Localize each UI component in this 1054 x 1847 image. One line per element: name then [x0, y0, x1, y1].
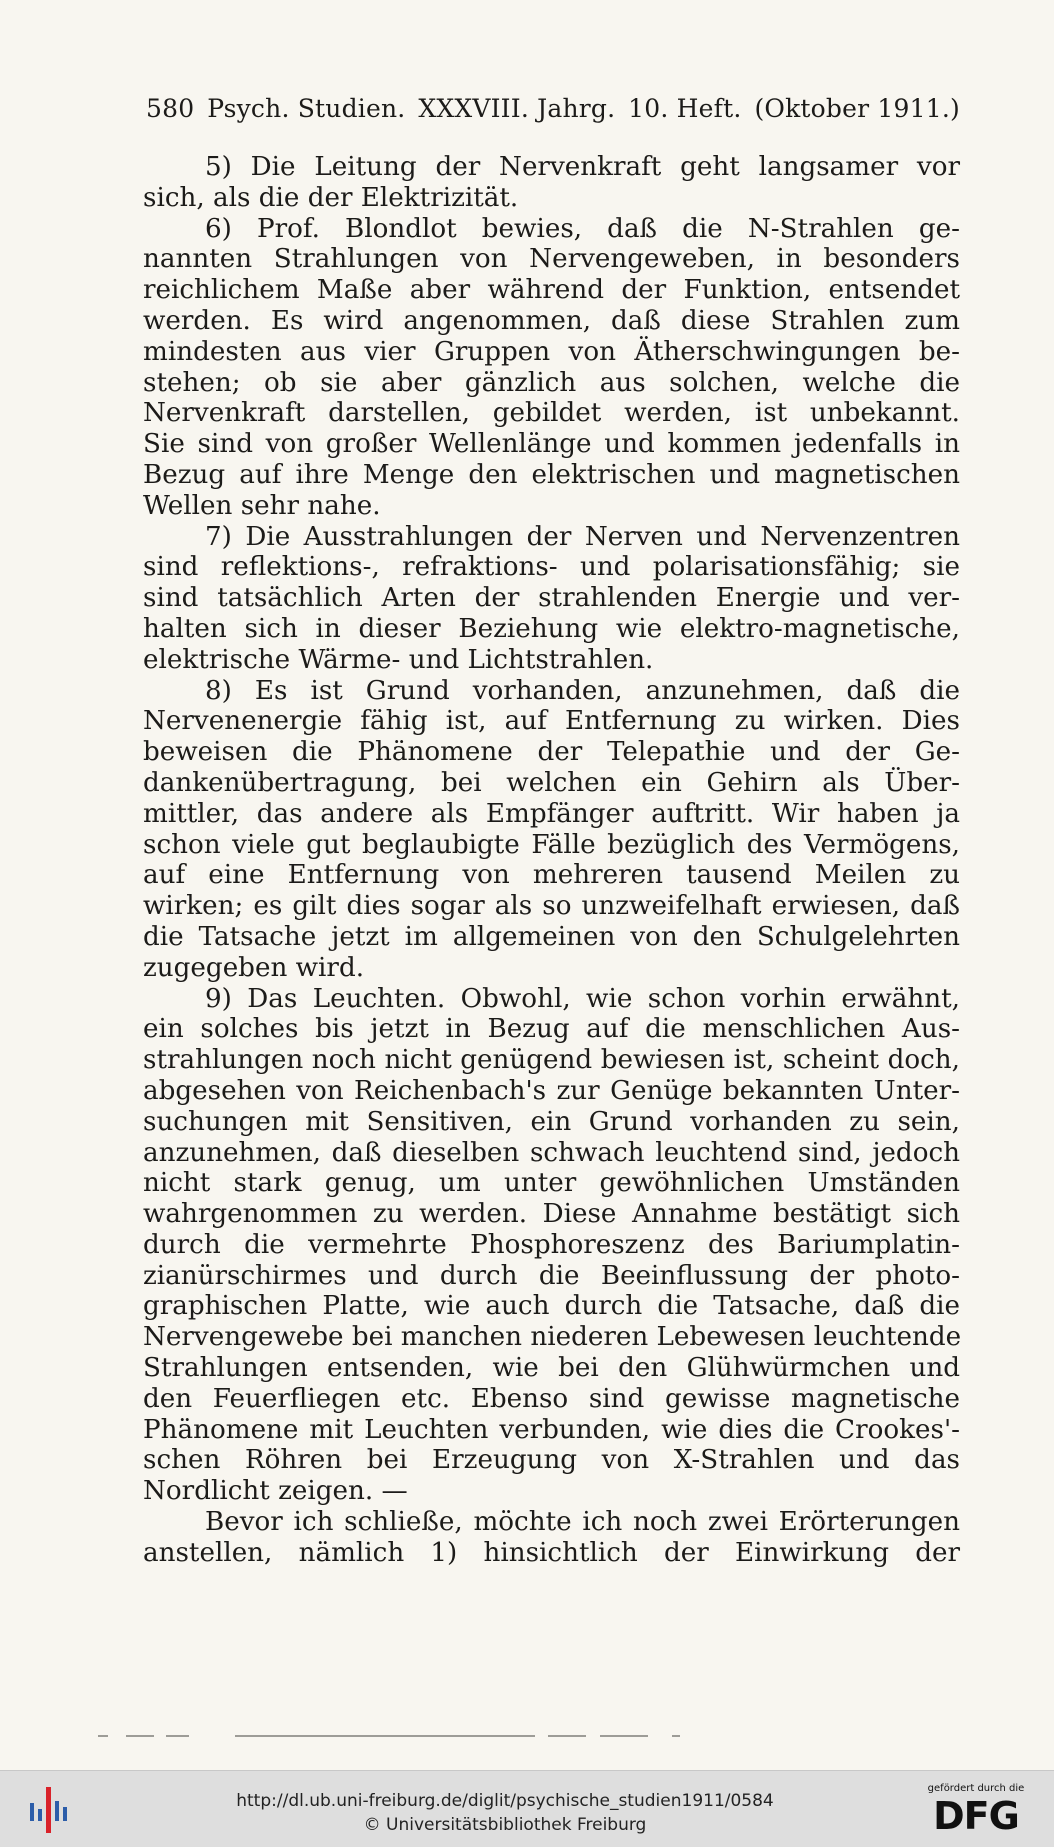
page-number: 580 [146, 94, 195, 123]
text-line: Sie sind von großer Wellenlänge und kommen jedenfalls in [143, 429, 960, 460]
text-line: zianürschirmes und durch die Beeinflussung der photo- [143, 1260, 960, 1291]
scan-mark [548, 1735, 586, 1737]
text-line: auf eine Entfernung von mehreren tausend Meilen zu [143, 860, 960, 891]
text-line: durch die vermehrte Phosphoreszenz des Bariumplatin- [143, 1229, 960, 1260]
scan-edge-marks [0, 1735, 1054, 1745]
text-line: sind tatsächlich Arten der strahlenden Energie und ver- [143, 583, 960, 614]
text-line: wirken; es gilt dies sogar als so unzweifelhaft erwiesen, daß [143, 891, 960, 922]
text-line: Phänomene mit Leuchten verbunden, wie dies die Crookes'- [143, 1414, 960, 1445]
text-line: sind reflektions-, refraktions- und polarisationsfähig; sie [143, 552, 960, 583]
text-line: Wellen sehr nahe. [143, 490, 381, 521]
text-line: 7) Die Ausstrahlungen der Nerven und Nervenzentren [205, 521, 960, 552]
text-line: 8) Es ist Grund vorhanden, anzunehmen, daß die [205, 675, 960, 706]
text-line: anstellen, nämlich 1) hinsichtlich der Einwirkung der [143, 1537, 960, 1568]
text-line: elektrische Wärme- und Lichtstrahlen. [143, 644, 654, 675]
text-line: abgesehen von Reichenbach's zur Genüge bekannten Unter- [143, 1075, 960, 1106]
scan-mark [98, 1735, 108, 1737]
ub-freiburg-logo-icon [24, 1783, 68, 1837]
copyright-line: © Universitätsbibliothek Freiburg [363, 1815, 647, 1835]
volume-label: XXXVIII. Jahrg. [418, 94, 616, 123]
text-line: schon viele gut beglaubigte Fälle bezüglich des Vermögens, [143, 829, 960, 860]
text-line: anzunehmen, daß dieselben schwach leuchtend sind, jedoch [143, 1137, 960, 1168]
text-line: die Tatsache jetzt im allgemeinen von den Schulgelehrten [143, 921, 960, 952]
text-line: mindesten aus vier Gruppen von Ätherschwingungen be- [143, 336, 960, 367]
funding-note: gefördert durch die [927, 1783, 1025, 1794]
text-line: mittler, das andere als Empfänger auftritt. Wir haben ja [143, 798, 960, 829]
text-line: 6) Prof. Blondlot bewies, daß die N-Strahlen ge- [205, 213, 960, 244]
text-line: nannten Strahlungen von Nervengeweben, in besonders [143, 244, 960, 275]
text-line: Bezug auf ihre Menge den elektrischen und magnetischen [143, 459, 960, 490]
text-line: Nordlicht zeigen. — [143, 1476, 408, 1507]
text-line: den Feuerfliegen etc. Ebenso sind gewisse magnetische [143, 1383, 960, 1414]
funding-badge [916, 1783, 1036, 1837]
text-line: Strahlungen entsenden, wie bei den Glühwürmchen und [143, 1353, 960, 1384]
journal-title: Psych. Studien. [207, 94, 406, 123]
text-line: ein solches bis jetzt in Bezug auf die menschlichen Aus- [143, 1014, 960, 1045]
dfg-logo: DFG [933, 1794, 1019, 1838]
issue-label: 10. Heft. [628, 94, 742, 123]
text-line: reichlichem Maße aber während der Funktion, entsendet [143, 275, 960, 306]
text-line: dankenübertragung, bei welchen ein Gehirn als Über- [143, 767, 960, 798]
text-line: schen Röhren bei Erzeugung von X-Strahlen und das [143, 1445, 960, 1476]
scan-mark [235, 1735, 535, 1737]
running-head [146, 94, 960, 123]
body-text [143, 152, 960, 1569]
text-line: wahrgenommen zu werden. Diese Annahme bestätigt sich [143, 1199, 960, 1230]
text-line: sich, als die der Elektrizität. [143, 182, 519, 213]
text-line: Nervengewebe bei manchen niederen Lebewesen leuchtende [143, 1322, 962, 1353]
text-line: nicht stark genug, um unter gewöhnlichen Umständen [143, 1168, 960, 1199]
scan-mark [672, 1735, 680, 1737]
text-line: graphischen Platte, wie auch durch die Tatsache, daß die [143, 1291, 960, 1322]
text-line: Nervenkraft darstellen, gebildet werden, ist unbekannt. [143, 398, 960, 429]
text-line: strahlungen noch nicht genügend bewiesen ist, scheint doch, [143, 1045, 960, 1076]
scan-mark [166, 1735, 189, 1737]
text-line: 5) Die Leitung der Nervenkraft geht langsamer vor [205, 152, 960, 182]
viewer-footer [0, 1770, 1054, 1847]
text-line: stehen; ob sie aber gänzlich aus solchen, welche die [143, 367, 960, 398]
citation-block [180, 1789, 830, 1837]
text-line: suchungen mit Sensitiven, ein Grund vorhanden zu sein, [143, 1106, 960, 1137]
text-line: zugegeben wird. [143, 952, 365, 983]
issue-date: (Oktober 1911.) [754, 94, 960, 123]
text-line: beweisen die Phänomene der Telepathie und der Ge- [143, 737, 960, 768]
text-line: 9) Das Leuchten. Obwohl, wie schon vorhin erwähnt, [205, 983, 960, 1014]
scan-mark [126, 1735, 154, 1737]
permalink-url[interactable]: http://dl.ub.uni-freiburg.de/diglit/psychische_studien1911/0584 [236, 1791, 774, 1811]
text-line: werden. Es wird angenommen, daß diese Strahlen zum [143, 305, 960, 336]
scan-mark [600, 1735, 648, 1737]
text-line: Bevor ich schließe, möchte ich noch zwei Erörterungen [205, 1507, 960, 1538]
text-line: halten sich in dieser Beziehung wie elektro-magnetische, [143, 613, 960, 644]
text-line: Nervenenergie fähig ist, auf Entfernung zu wirken. Dies [143, 706, 960, 737]
